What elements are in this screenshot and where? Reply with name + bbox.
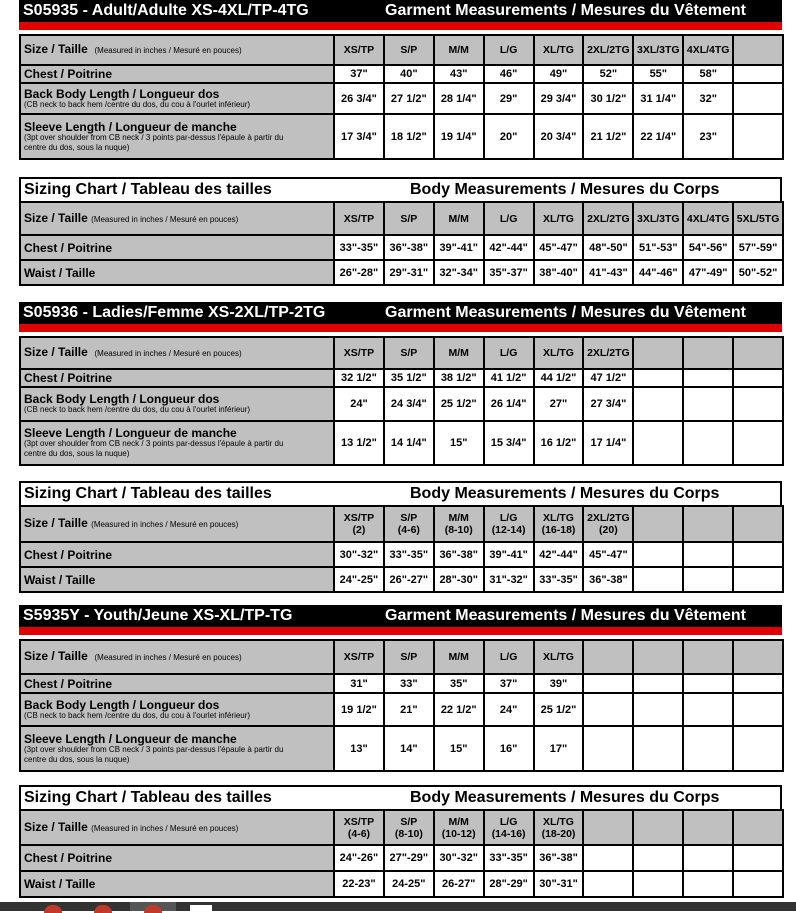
size-header-cell: XL/TG [534, 35, 584, 65]
toolbar-tab[interactable] [130, 902, 176, 911]
empty-cell [683, 421, 733, 465]
size-header-cell: 5XL/5TG [733, 202, 783, 235]
ladies-body-title-bar [19, 481, 782, 505]
empty-cell [683, 871, 733, 897]
value-cell: 28 1/4" [434, 83, 484, 114]
size-code: S/P [400, 512, 418, 524]
youth-product-code: S5935Y - Youth/Jeune XS-XL/TP-TG [23, 607, 293, 624]
empty-cell [633, 387, 683, 421]
ladies-garment-title-bar [19, 302, 782, 324]
sleeve-label: Sleeve Length / Longueur de manche (3pt over shoulder from CB neck / 3 points par-dessus l'épaule à partir du centre du dos, sous la nuque) [20, 421, 334, 465]
size-header-cell [434, 810, 484, 845]
size-code: S/P [400, 815, 418, 828]
size-header-cell: M/M [434, 202, 484, 235]
value-cell: 37" [334, 65, 384, 83]
size-header-cell [534, 506, 584, 542]
size-header-cell: L/G [484, 640, 534, 674]
value-cell: 47 1/2" [583, 369, 633, 387]
value-cell: 42"-44" [534, 542, 584, 567]
body-heading: Body Measurements / Mesures du Corps [410, 485, 720, 502]
size-code: XS/TP [343, 512, 375, 524]
size-number: (18-20) [541, 827, 576, 840]
empty-cell [683, 542, 733, 567]
empty-cell [683, 387, 733, 421]
value-cell: 15 3/4" [484, 421, 534, 465]
adult-garment-heading: Garment Measurements / Mesures du Vêtement [385, 2, 747, 19]
chest-label: Chest / Poitrine [20, 369, 334, 387]
empty-cell [733, 369, 783, 387]
empty-cell [633, 506, 683, 542]
size-header-cell: L/G [484, 35, 534, 65]
size-header-cell: XL/TG [534, 640, 584, 674]
value-cell: 45"-47" [534, 235, 584, 260]
sizing-chart-heading: Sizing Chart / Tableau des tailles [24, 181, 272, 198]
size-number: (4-6) [347, 827, 371, 840]
empty-cell [733, 506, 783, 542]
adult-red-stripe [19, 22, 782, 30]
sleeve-row [20, 421, 783, 465]
adult-garment-table [19, 34, 784, 160]
size-code: L/G [499, 815, 518, 828]
size-header-cell [583, 506, 633, 542]
value-cell: 35 1/2" [384, 369, 434, 387]
youth-garment-heading: Garment Measurements / Mesures du Vêtement [385, 607, 747, 624]
value-cell: 28"-30" [434, 567, 484, 592]
size-number: (8-10) [444, 524, 473, 536]
value-cell: 22 1/2" [434, 693, 484, 726]
size-header-cell [334, 810, 384, 845]
size-header-cell: S/P [384, 35, 434, 65]
empty-cell [633, 810, 683, 845]
value-cell: 24-25" [384, 871, 434, 897]
empty-cell [683, 567, 733, 592]
size-header-cell [384, 810, 434, 845]
empty-cell [733, 810, 783, 845]
value-cell: 43" [434, 65, 484, 83]
empty-cell [683, 674, 733, 693]
size-header-cell: XS/TP [334, 202, 384, 235]
value-cell: 55" [633, 65, 683, 83]
empty-cell [733, 693, 783, 726]
value-cell: 15" [434, 726, 484, 771]
size-header-cell: 4XL/4TG [683, 35, 733, 65]
size-header-cell: XS/TP [334, 640, 384, 674]
value-cell: 29" [484, 83, 534, 114]
waist-row [20, 260, 783, 285]
empty-cell [633, 542, 683, 567]
size-header-cell: L/G [484, 202, 534, 235]
empty-cell [633, 726, 683, 771]
value-cell: 17 1/4" [583, 421, 633, 465]
sleeve-label: Sleeve Length / Longueur de manche (3pt over shoulder from CB neck / 3 points par-dessus l'épaule à partir du centre du dos, sous la nuque) [20, 114, 334, 159]
size-code: 2XL/2TG [587, 512, 630, 524]
empty-cell [733, 871, 783, 897]
value-cell: 30"-32" [434, 845, 484, 871]
back-label: Back Body Length / Longueur dos (CB neck to back hem /centre du dos, du cou à l'ourlet inférieur) [20, 693, 334, 726]
value-cell: 42"-44" [484, 235, 534, 260]
value-cell: 52" [583, 65, 633, 83]
chest-row [20, 542, 783, 567]
circle-icon[interactable] [44, 905, 62, 913]
empty-cell [733, 35, 783, 65]
chest-label: Chest / Poitrine [20, 65, 334, 83]
value-cell: 49" [534, 65, 584, 83]
empty-cell [683, 369, 733, 387]
size-header-cell: M/M [434, 337, 484, 369]
empty-cell [633, 421, 683, 465]
waist-row [20, 567, 783, 592]
square-icon[interactable] [190, 905, 212, 911]
value-cell: 39"-41" [484, 542, 534, 567]
empty-cell [633, 674, 683, 693]
size-header-cell: XS/TP [334, 337, 384, 369]
value-cell: 19 1/4" [434, 114, 484, 159]
value-cell: 24" [334, 387, 384, 421]
value-cell: 22 1/4" [633, 114, 683, 159]
size-label-cell: Size / Taille (Measured in inches / Mesuré en pouces) [20, 810, 334, 845]
bottom-toolbar [0, 902, 796, 911]
value-cell: 30"-32" [334, 542, 384, 567]
chest-label: Chest / Poitrine [20, 235, 334, 260]
value-cell: 28"-29" [484, 871, 534, 897]
value-cell: 20 3/4" [534, 114, 584, 159]
empty-cell [733, 65, 783, 83]
value-cell: 58" [683, 65, 733, 83]
empty-cell [733, 337, 783, 369]
value-cell: 38 1/2" [434, 369, 484, 387]
size-label-cell: Size / Taille (Measured in inches / Mesuré en pouces) [20, 506, 334, 542]
empty-cell [683, 337, 733, 369]
size-header-cell: XL/TG [534, 202, 584, 235]
value-cell: 40" [384, 65, 434, 83]
value-cell: 19 1/2" [334, 693, 384, 726]
size-header-cell [534, 810, 584, 845]
youth-body-title-bar [19, 785, 782, 809]
adult-product-code: S05935 - Adult/Adulte XS-4XL/TP-4TG [23, 2, 309, 19]
value-cell: 27 3/4" [583, 387, 633, 421]
size-label-cell: Size / Taille (Measured in inches / Mesuré en pouces) [20, 337, 334, 369]
value-cell: 46" [484, 65, 534, 83]
size-number: (16-18) [541, 524, 576, 536]
youth-body-table [19, 809, 784, 898]
size-number: (8-10) [394, 827, 423, 840]
value-cell: 48"-50" [583, 235, 633, 260]
value-cell: 15" [434, 421, 484, 465]
adult-body-title-bar [19, 177, 782, 201]
value-cell: 25 1/2" [434, 387, 484, 421]
size-header-cell: 2XL/2TG [583, 202, 633, 235]
value-cell: 41 1/2" [484, 369, 534, 387]
size-header-cell: 3XL/3TG [633, 202, 683, 235]
size-header-cell: 2XL/2TG [583, 35, 633, 65]
chest-row [20, 674, 783, 693]
empty-cell [733, 83, 783, 114]
size-number: (2) [352, 524, 366, 536]
size-header-cell: S/P [384, 202, 434, 235]
value-cell: 50"-52" [733, 260, 783, 285]
value-cell: 22-23" [334, 871, 384, 897]
value-cell: 36"-38" [434, 542, 484, 567]
youth-garment-table [19, 639, 784, 772]
value-cell: 35" [434, 674, 484, 693]
size-code: L/G [499, 512, 518, 524]
value-cell: 13 1/2" [334, 421, 384, 465]
value-cell: 54"-56" [683, 235, 733, 260]
value-cell: 14 1/4" [384, 421, 434, 465]
size-label-cell: Size / Taille (Measured in inches / Mesuré en pouces) [20, 640, 334, 674]
back-row [20, 387, 783, 421]
ladies-red-stripe [19, 324, 782, 332]
sizing-chart-heading: Sizing Chart / Tableau des tailles [24, 485, 272, 502]
back-row [20, 83, 783, 114]
size-code: M/M [448, 512, 469, 524]
size-header-cell: M/M [434, 640, 484, 674]
value-cell: 31" [334, 674, 384, 693]
chest-label: Chest / Poitrine [20, 845, 334, 871]
chest-row [20, 65, 783, 83]
circle-icon[interactable] [94, 905, 112, 913]
youth-garment-title-bar [19, 605, 782, 627]
size-header-cell [384, 506, 434, 542]
sleeve-label: Sleeve Length / Longueur de manche (3pt over shoulder from CB neck / 3 points par-dessus l'épaule à partir du centre du dos, sous la nuque) [20, 726, 334, 771]
value-cell: 32 1/2" [334, 369, 384, 387]
size-code: XS/TP [343, 815, 375, 828]
value-cell: 26 1/4" [484, 387, 534, 421]
waist-label: Waist / Taille [20, 260, 334, 285]
value-cell: 25 1/2" [534, 693, 584, 726]
value-cell: 57"-59" [733, 235, 783, 260]
body-heading: Body Measurements / Mesures du Corps [410, 181, 720, 198]
value-cell: 39"-41" [434, 235, 484, 260]
size-header-cell: S/P [384, 337, 434, 369]
value-cell: 32"-34" [434, 260, 484, 285]
youth-red-stripe [19, 627, 782, 635]
empty-cell [683, 726, 733, 771]
chest-label: Chest / Poitrine [20, 542, 334, 567]
empty-cell [683, 845, 733, 871]
value-cell: 27" [534, 387, 584, 421]
value-cell: 27 1/2" [384, 83, 434, 114]
chest-row [20, 369, 783, 387]
size-label-cell: Size / Taille (Measured in inches / Mesuré en pouces) [20, 202, 334, 235]
circle-icon [144, 905, 162, 913]
value-cell: 44 1/2" [534, 369, 584, 387]
size-number: (10-12) [441, 827, 476, 840]
empty-cell [683, 810, 733, 845]
size-code: XL/TG [543, 815, 574, 828]
size-row [20, 506, 783, 542]
value-cell: 33"-35" [534, 567, 584, 592]
empty-cell [583, 845, 633, 871]
empty-cell [633, 845, 683, 871]
size-header-cell [484, 810, 534, 845]
empty-cell [683, 640, 733, 674]
size-header-cell: 2XL/2TG [583, 337, 633, 369]
value-cell: 26 3/4" [334, 83, 384, 114]
value-cell: 21" [384, 693, 434, 726]
size-row [20, 810, 783, 845]
empty-cell [733, 421, 783, 465]
ladies-garment-heading: Garment Measurements / Mesures du Vêtement [385, 304, 747, 321]
empty-cell [733, 114, 783, 159]
empty-cell [633, 640, 683, 674]
ladies-body-table [19, 505, 784, 593]
empty-cell [633, 337, 683, 369]
value-cell: 14" [384, 726, 434, 771]
empty-cell [683, 693, 733, 726]
value-cell: 47"-49" [683, 260, 733, 285]
value-cell: 17 3/4" [334, 114, 384, 159]
value-cell: 29 3/4" [534, 83, 584, 114]
value-cell: 51"-53" [633, 235, 683, 260]
value-cell: 18 1/2" [384, 114, 434, 159]
value-cell: 30 1/2" [583, 83, 633, 114]
waist-row [20, 871, 783, 897]
empty-cell [733, 726, 783, 771]
chest-row [20, 235, 783, 260]
value-cell: 32" [683, 83, 733, 114]
size-header-cell [334, 506, 384, 542]
size-number: (4-6) [397, 524, 420, 536]
value-cell: 13" [334, 726, 384, 771]
value-cell: 33"-35" [484, 845, 534, 871]
size-code: M/M [448, 815, 469, 828]
value-cell: 29"-31" [384, 260, 434, 285]
size-header-cell: 3XL/3TG [633, 35, 683, 65]
empty-cell [583, 871, 633, 897]
value-cell: 31"-32" [484, 567, 534, 592]
empty-cell [583, 674, 633, 693]
adult-garment-title-bar [19, 0, 782, 22]
empty-cell [583, 640, 633, 674]
back-label: Back Body Length / Longueur dos (CB neck to back hem /centre du dos, du cou à l'ourlet inférieur) [20, 83, 334, 114]
empty-cell [633, 567, 683, 592]
size-row [20, 640, 783, 674]
empty-cell [683, 506, 733, 542]
value-cell: 39" [534, 674, 584, 693]
size-header-cell: M/M [434, 35, 484, 65]
value-cell: 24"-25" [334, 567, 384, 592]
empty-cell [583, 726, 633, 771]
empty-cell [583, 693, 633, 726]
size-row [20, 35, 783, 65]
value-cell: 45"-47" [583, 542, 633, 567]
value-cell: 24"-26" [334, 845, 384, 871]
ladies-garment-table [19, 336, 784, 466]
size-number: (12-14) [491, 524, 526, 536]
size-header-cell: L/G [484, 337, 534, 369]
sleeve-row [20, 114, 783, 159]
empty-cell [733, 542, 783, 567]
size-header-cell: XS/TP [334, 35, 384, 65]
value-cell: 26-27" [434, 871, 484, 897]
value-cell: 20" [484, 114, 534, 159]
empty-cell [733, 567, 783, 592]
size-row [20, 202, 783, 235]
value-cell: 27"-29" [384, 845, 434, 871]
size-row [20, 337, 783, 369]
size-header-cell: 4XL/4TG [683, 202, 733, 235]
value-cell: 26"-27" [384, 567, 434, 592]
size-number: (20) [599, 524, 618, 536]
value-cell: 37" [484, 674, 534, 693]
value-cell: 24 3/4" [384, 387, 434, 421]
value-cell: 44"-46" [633, 260, 683, 285]
value-cell: 36"-38" [384, 235, 434, 260]
value-cell: 36"-38" [534, 845, 584, 871]
size-header-cell [434, 506, 484, 542]
size-header-cell: S/P [384, 640, 434, 674]
empty-cell [633, 871, 683, 897]
ladies-product-code: S05936 - Ladies/Femme XS-2XL/TP-2TG [23, 304, 326, 321]
back-row [20, 693, 783, 726]
value-cell: 35"-37" [484, 260, 534, 285]
adult-body-table [19, 201, 784, 286]
value-cell: 33"-35" [384, 542, 434, 567]
value-cell: 30"-31" [534, 871, 584, 897]
size-header-cell: XL/TG [534, 337, 584, 369]
chest-row [20, 845, 783, 871]
size-number: (14-16) [491, 827, 526, 840]
empty-cell [583, 810, 633, 845]
back-label: Back Body Length / Longueur dos (CB neck to back hem /centre du dos, du cou à l'ourlet inférieur) [20, 387, 334, 421]
value-cell: 16" [484, 726, 534, 771]
waist-label: Waist / Taille [20, 567, 334, 592]
body-heading: Body Measurements / Mesures du Corps [410, 789, 720, 806]
size-label-cell: Size / Taille (Measured in inches / Mesuré en pouces) [20, 35, 334, 65]
waist-label: Waist / Taille [20, 871, 334, 897]
sizing-chart-heading: Sizing Chart / Tableau des tailles [24, 789, 272, 806]
value-cell: 31 1/4" [633, 83, 683, 114]
empty-cell [733, 845, 783, 871]
value-cell: 33"-35" [334, 235, 384, 260]
size-code: XL/TG [543, 512, 574, 524]
value-cell: 38"-40" [534, 260, 584, 285]
empty-cell [733, 387, 783, 421]
value-cell: 21 1/2" [583, 114, 633, 159]
empty-cell [733, 674, 783, 693]
chest-label: Chest / Poitrine [20, 674, 334, 693]
value-cell: 33" [384, 674, 434, 693]
empty-cell [633, 369, 683, 387]
value-cell: 36"-38" [583, 567, 633, 592]
value-cell: 24" [484, 693, 534, 726]
value-cell: 26"-28" [334, 260, 384, 285]
value-cell: 23" [683, 114, 733, 159]
empty-cell [733, 640, 783, 674]
value-cell: 16 1/2" [534, 421, 584, 465]
value-cell: 17" [534, 726, 584, 771]
value-cell: 41"-43" [583, 260, 633, 285]
size-header-cell [484, 506, 534, 542]
empty-cell [633, 693, 683, 726]
sleeve-row [20, 726, 783, 771]
